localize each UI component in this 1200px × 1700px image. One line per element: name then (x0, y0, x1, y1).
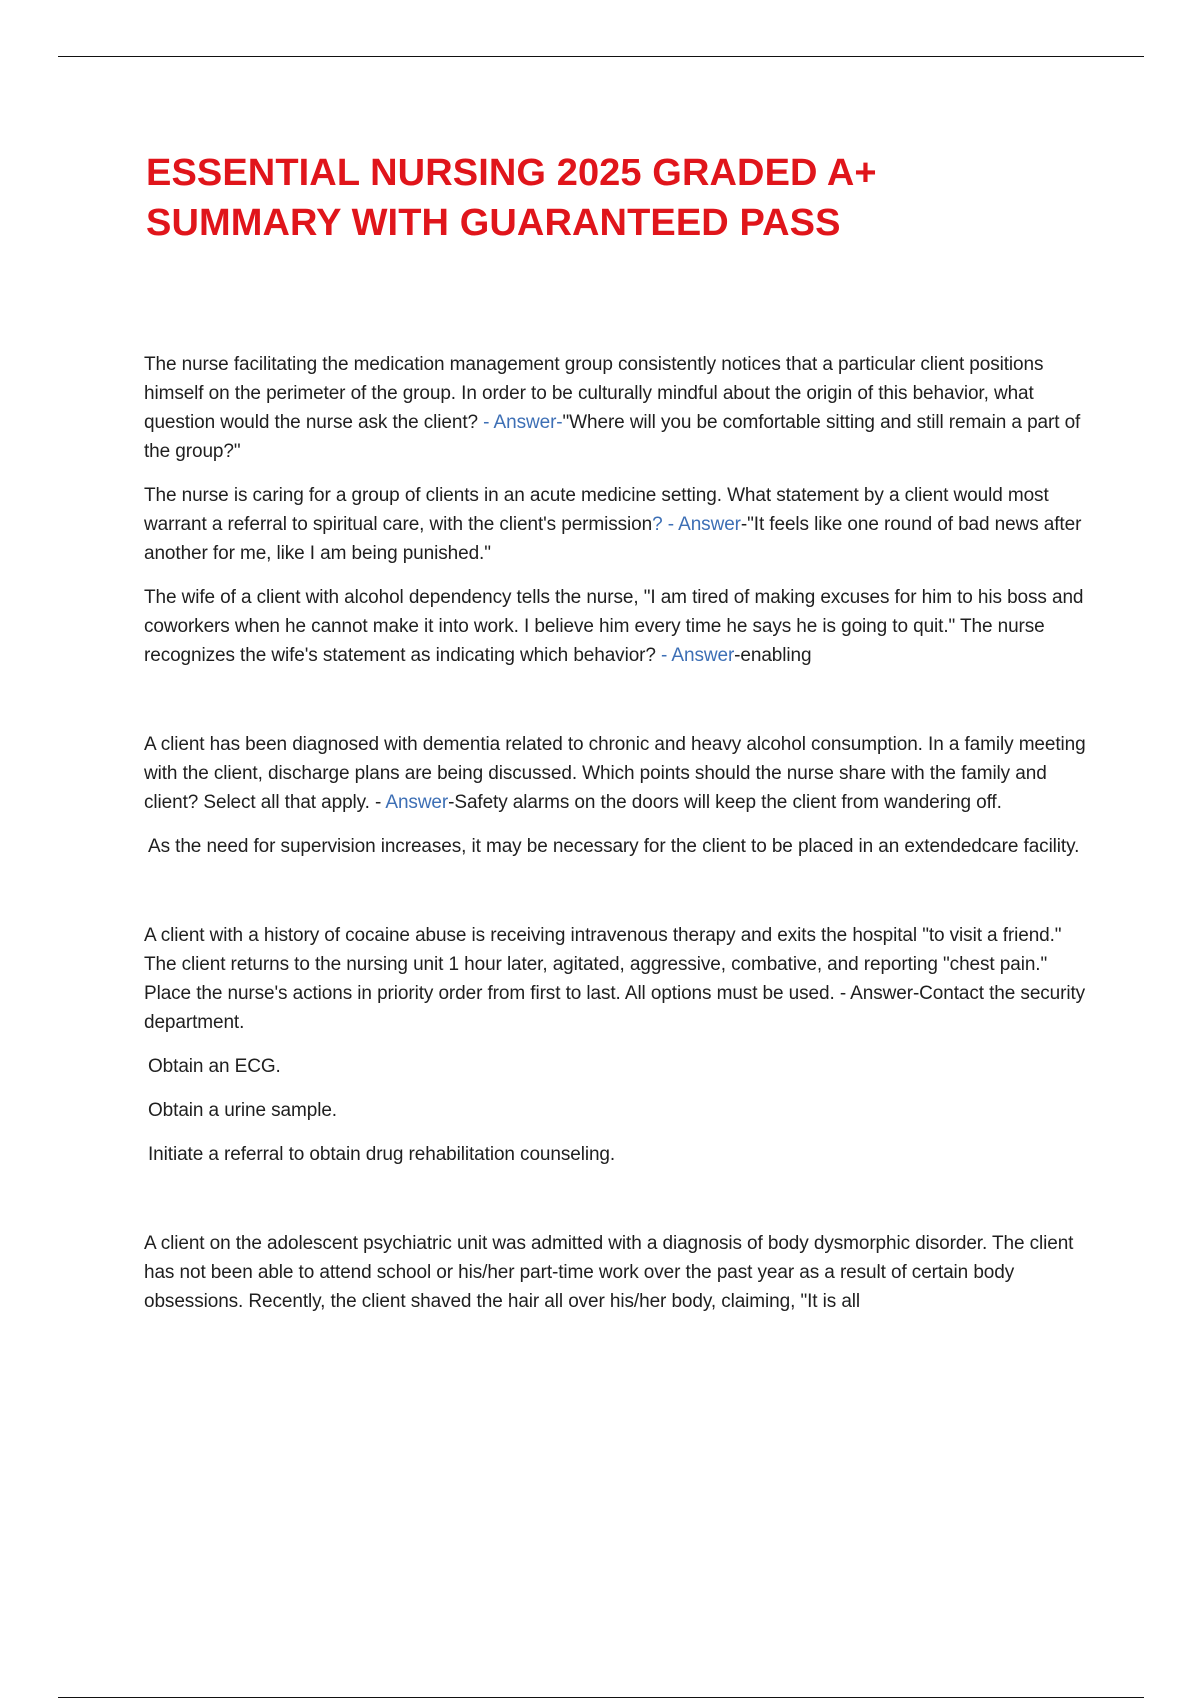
qa-item-5: A client with a history of cocaine abuse is receiving intravenous therapy and exits the hospital "to visit a friend." The client returns to the nursing unit 1 hour later, agitated, aggressive, combative, and reporting "chest pain." Place the nurse's actions in priority order from first to last. All options must be used. - Answer-Contact the security department. (144, 925, 1086, 1033)
answer-text: -Safety alarms on the doors will keep the client from wandering off. (448, 792, 1002, 813)
answer-text: -"It feels like one round of bad news after another for me, like I am being punished." (144, 514, 1082, 564)
top-rule (58, 56, 1144, 57)
question-text: The nurse facilitating the medication management group consistently notices that a particular client positions himself on the perimeter of the group. In order to be culturally mindful about the origin of this behavior, what question would the nurse ask the client? (144, 354, 1044, 433)
title-line-2: SUMMARY WITH GUARANTEED PASS (146, 202, 841, 244)
answer-step: Initiate a referral to obtain drug rehabilitation counseling. (148, 1144, 616, 1165)
title-line-1: ESSENTIAL NURSING 2025 GRADED A+ (146, 152, 877, 194)
answer-text: -enabling (734, 645, 812, 666)
qa-item-3 (144, 583, 1094, 670)
qa-item-4 (144, 730, 1094, 817)
question-text: A client has been diagnosed with dementia related to chronic and heavy alcohol consumption. In a family meeting with the client, discharge plans are being discussed. Which points should the nurse share with the family and client? Select all that apply. - (144, 734, 1086, 813)
answer-tag: - Answer- (478, 412, 563, 433)
document-title (146, 148, 1146, 248)
answer-tag: ? - Answer (652, 514, 741, 535)
answer-step: Obtain a urine sample. (148, 1100, 337, 1121)
answer-continuation: As the need for supervision increases, it may be necessary for the client to be placed in an extendedcare facility. (148, 836, 1080, 857)
bottom-rule (58, 1697, 1144, 1698)
answer-text: "Where will you be comfortable sitting and still remain a part of the group?" (144, 412, 1081, 462)
question-text: The wife of a client with alcohol dependency tells the nurse, "I am tired of making excuses for him to his boss and coworkers when he cannot make it into work. I believe him every time he says he is going to quit." The nurse recognizes the wife's statement as indicating which behavior? (144, 587, 1084, 666)
document-body (144, 350, 1094, 1316)
qa-item-1 (144, 350, 1094, 466)
qa-item-6: A client on the adolescent psychiatric unit was admitted with a diagnosis of body dysmorphic disorder. The client has not been able to attend school or his/her part-time work over the past year as a result of certain body obsessions. Recently, the client shaved the hair all over his/her body, claiming, "It is all (144, 1233, 1074, 1312)
answer-tag: Answer (385, 792, 449, 813)
answer-tag: - Answer (655, 645, 735, 666)
answer-step: Obtain an ECG. (148, 1056, 281, 1077)
qa-item-2 (144, 481, 1094, 568)
question-text: The nurse is caring for a group of clients in an acute medicine setting. What statement by a client would most warrant a referral to spiritual care, with the client's permission (144, 485, 1049, 535)
